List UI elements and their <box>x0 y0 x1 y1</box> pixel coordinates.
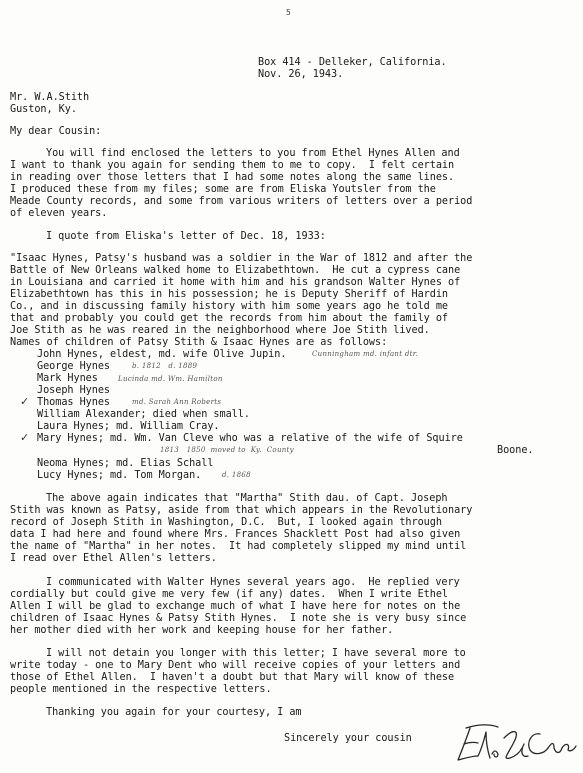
list-item: Thomas Hynes <box>37 397 111 408</box>
text-line: Battle of New Orleans walked home to Elizabethtown. He cut a cypress cane <box>10 265 461 276</box>
list-item: George Hynes <box>37 361 111 372</box>
text-line: in reading over those letters that I had some notes along the same lines. <box>10 172 455 183</box>
list-item: Neoma Hynes; md. Elias Schall <box>37 458 214 469</box>
closing-line: Thanking you again for your courtesy, I am <box>46 707 302 718</box>
text-line: I will not detain you longer with this letter; I have several more to <box>46 648 466 659</box>
salutation: My dear Cousin: <box>10 126 102 137</box>
text-line: in Louisiana and carried it home with him and his grandson Walter Hynes of <box>10 277 461 288</box>
list-item: John Hynes, eldest, md. wife Olive Jupin. <box>37 349 287 360</box>
handwritten-annotation: d. 1868 <box>222 471 251 479</box>
text-line: Names of children of Patsy Stith & Isaac Hynes are as follows: <box>10 337 388 348</box>
handwritten-annotation: b. 1812 d. 1889 <box>132 362 198 370</box>
quote-intro: I quote from Eliska's letter of Dec. 18, 1933: <box>46 231 326 242</box>
text-line: write today - one to Mary Dent who will receive copies of your letters and <box>10 660 461 671</box>
list-item: Joseph Hynes <box>37 385 111 396</box>
text-line: Elizabethtown has this in his possession; he is Deputy Sheriff of Hardin <box>10 289 449 300</box>
letter-date: Nov. 26, 1943. <box>258 69 344 80</box>
text-line: record of Joseph Stith in Washington, D.C. But, I looked again through <box>10 517 442 528</box>
text-line: Meade County records, and some from various writers of letters over a period <box>10 196 473 207</box>
handwritten-signature <box>448 718 578 768</box>
list-item: Laura Hynes; md. William Cray. <box>37 421 220 432</box>
text-line: Co., and in discussing family history with him some years ago he told me <box>10 301 449 312</box>
text-line: I want to thank you again for sending them to me to copy. I felt certain <box>10 160 455 171</box>
text-line: Allen I will be glad to exchange much of what I have here for notes on the <box>10 601 461 612</box>
sender-address: Box 414 - Delleker, California. <box>258 57 447 68</box>
text-line: The above again indicates that "Martha" Stith dau. of Capt. Joseph <box>46 493 448 504</box>
text-line: Stith was known as Patsy, aside from that which appears in the Revolutionary <box>10 505 473 516</box>
text-line: cordially but could give me very few (if any) dates. When I write Ethel <box>10 589 449 600</box>
text-line: Joe Stith as he was reared in the neighborhood where Joe Stith lived. <box>10 325 430 336</box>
text-line: the name of "Martha" in her notes. It had completely slipped my mind until <box>10 541 467 552</box>
text-line: "Isaac Hynes, Patsy's husband was a soldier in the War of 1812 and after the <box>10 253 473 264</box>
text-line: of eleven years. <box>10 208 108 219</box>
text-line: those of Ethel Allen. I haven't a doubt but that Mary will know of these <box>10 672 455 683</box>
text-line: You will find enclosed the letters to you from Ethel Hynes Allen and <box>46 148 460 159</box>
text-line: that and probably you could get the records from him about the family of <box>10 313 449 324</box>
text-line: I produced these from my files; some are from Eliska Youtsler from the <box>10 184 436 195</box>
recipient-name: Mr. W.A.Stith <box>10 92 90 103</box>
text-line: I read over Ethel Allen's letters. <box>10 553 217 564</box>
page-number: 5 <box>286 8 291 17</box>
text-line: data I had here and found where Mrs. Frances Shacklett Post had also given <box>10 529 461 540</box>
list-item-continuation: Boone. <box>497 445 534 456</box>
handwritten-annotation: Lucinda md. Wm. Hamilton <box>118 375 223 383</box>
list-item: Mary Hynes; md. Wm. Van Cleve who was a relative of the wife of Squire <box>37 433 463 444</box>
check-mark-icon: ✓ <box>20 395 30 408</box>
handwritten-annotation: md. Sarah Ann Roberts <box>132 398 222 406</box>
list-item: Lucy Hynes; md. Tom Morgan. <box>37 470 202 481</box>
check-mark-icon: ✓ <box>20 431 30 444</box>
text-line: children of Isaac Hynes & Patsy Stith Hynes. I note she is very busy since <box>10 613 467 624</box>
text-line: her mother died with her work and keeping house for her father. <box>10 625 394 636</box>
handwritten-annotation: Cunningham md. infant dtr. <box>312 350 419 358</box>
list-item: Mark Hynes <box>37 373 98 384</box>
list-item: William Alexander; died when small. <box>37 409 250 420</box>
handwritten-annotation: 1813 1850 moved to Ky. County <box>160 446 294 454</box>
text-line: people mentioned in the respective letters. <box>10 684 272 695</box>
recipient-city: Guston, Ky. <box>10 104 77 115</box>
text-line: I communicated with Walter Hynes several years ago. He replied very <box>46 577 460 588</box>
sign-off: Sincerely your cousin <box>284 733 412 744</box>
